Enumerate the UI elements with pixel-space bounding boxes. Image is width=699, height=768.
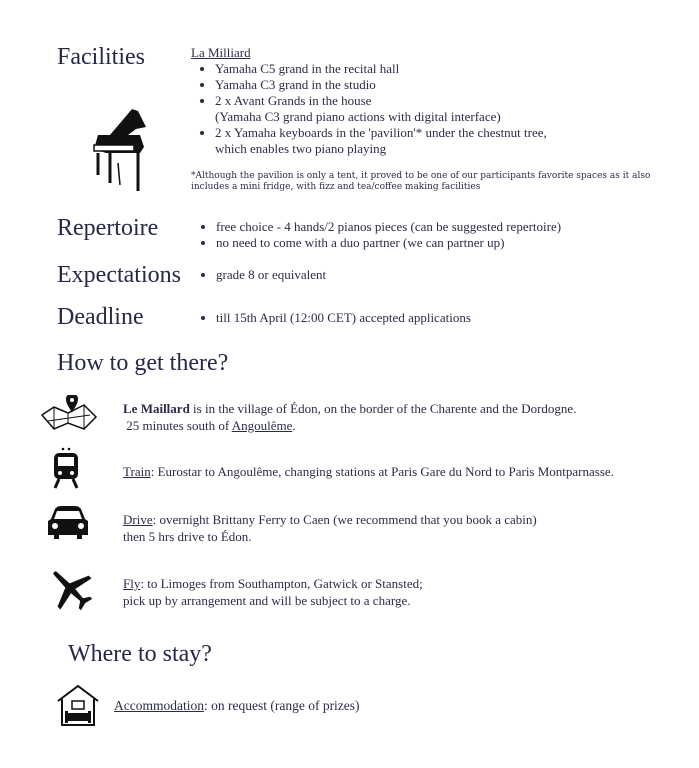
facility-item: • Yamaha C5 grand in the recital hall bbox=[215, 61, 691, 77]
grand-piano-icon bbox=[88, 105, 148, 193]
repertoire-heading: Repertoire bbox=[57, 215, 159, 241]
drive-text: Drive: overnight Brittany Ferry to Caen (we recommend that you book a cabin) then 5 hrs drive to Édon. bbox=[123, 512, 537, 544]
map-pin-icon bbox=[40, 395, 98, 431]
expectations-list bbox=[192, 267, 326, 283]
train-icon bbox=[53, 447, 79, 489]
train-text: Train: Eurostar to Angoulême, changing stations at Paris Gare du Nord to Paris Montparnasse. bbox=[123, 464, 614, 479]
facilities-heading: Facilities bbox=[57, 44, 145, 70]
facilities-list bbox=[191, 45, 691, 157]
fly-label: Fly bbox=[123, 576, 141, 591]
deadline-heading: Deadline bbox=[57, 304, 144, 330]
expectations-item: • grade 8 or equivalent bbox=[216, 267, 326, 283]
airplane-icon bbox=[47, 566, 95, 612]
train-label: Train bbox=[123, 464, 151, 479]
accommodation-text: Accommodation: on request (range of prizes) bbox=[114, 698, 360, 713]
angouleme-link[interactable]: Angoulême bbox=[231, 418, 293, 433]
house-icon bbox=[56, 683, 100, 727]
repertoire-list bbox=[192, 219, 561, 251]
accommodation-link[interactable]: Accommodation bbox=[114, 698, 204, 713]
venue-name: La Milliard bbox=[191, 45, 251, 60]
facility-item: • 2 x Avant Grands in the house (Yamaha C3 grand piano actions with digital interface) bbox=[215, 93, 691, 125]
expectations-heading: Expectations bbox=[57, 262, 181, 288]
stay-heading: Where to stay? bbox=[68, 641, 212, 667]
deadline-item: • till 15th April (12:00 CET) accepted applications bbox=[216, 310, 471, 326]
drive-label: Drive bbox=[123, 512, 153, 527]
facility-item: • Yamaha C3 grand in the studio bbox=[215, 77, 691, 93]
location-text: Le Maillard is in the village of Édon, on the border of the Charente and the Dordogne. 25 minutes south of Angoulême. bbox=[123, 401, 577, 433]
repertoire-item: • no need to come with a duo partner (we can partner up) bbox=[216, 235, 561, 251]
car-icon bbox=[47, 505, 89, 539]
pavilion-note: *Although the pavilion is only a tent, it proved to be one of our participants favorite spaces as it also includes a mini fridge, with fizz and tea/coffee making facilities bbox=[191, 171, 651, 192]
travel-heading: How to get there? bbox=[57, 350, 229, 376]
deadline-list bbox=[192, 310, 471, 326]
fly-text: Fly: to Limoges from Southampton, Gatwick or Stansted; pick up by arrangement and will be subject to a charge. bbox=[123, 576, 423, 608]
facility-item: • 2 x Yamaha keyboards in the 'pavilion'* under the chestnut tree, which enables two piano playing bbox=[215, 125, 691, 157]
repertoire-item: • free choice - 4 hands/2 pianos pieces (can be suggested repertoire) bbox=[216, 219, 561, 235]
